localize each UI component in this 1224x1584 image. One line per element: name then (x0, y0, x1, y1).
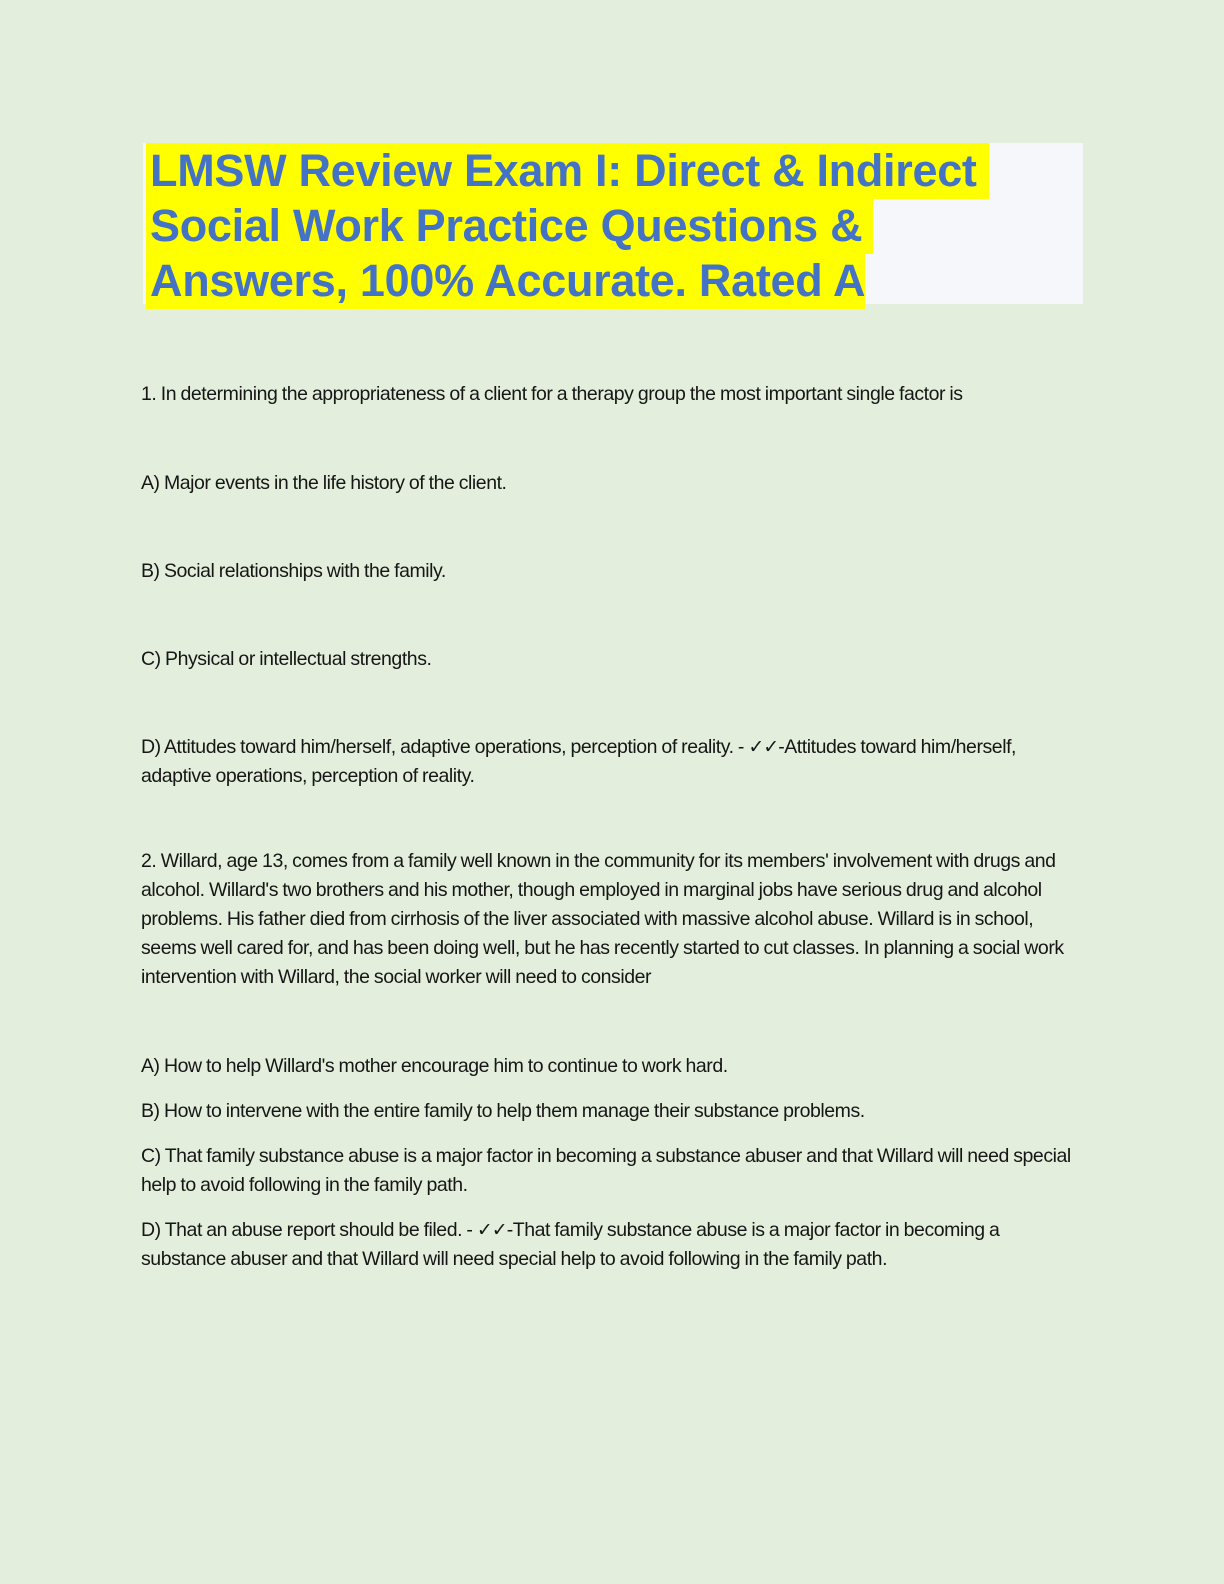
question-1-option-d-label: D) Attitudes toward him/herself, adaptive operations, perception of reality. - (141, 736, 749, 758)
question-1-option-d (141, 733, 1077, 791)
page-title-highlight: LMSW Review Exam I: Direct & Indirect Social Work Practice Questions & Answers, 100% Accurate. Rated A (146, 143, 989, 309)
question-2-option-d (141, 1216, 1077, 1274)
question-1-option-b: B) Social relationships with the family. (141, 560, 446, 582)
question-2-stem: 2. Willard, age 13, comes from a family well known in the community for its members' involvement with drugs and alcohol. Willard's two brothers and his mother, though employed in marginal jobs have serious drug and alcohol problems. His father died from cirrhosis of the liver associated with massive alcohol abuse. Willard is in school, seems well cared for, and has been doing well, but he has recently started to cut classes. In planning a social work intervention with Willard, the social worker will need to consider (141, 850, 1064, 988)
question-2-option-d-label: D) That an abuse report should be filed. - (141, 1219, 477, 1241)
checkmark-icon: ✓✓ (476, 1219, 507, 1241)
question-1-option-a: A) Major events in the life history of the client. (141, 472, 507, 494)
question-2-answer-text: -That family substance abuse is a major factor in becoming a substance abuser and that Willard will need special help to avoid following in the family path. (141, 1219, 1000, 1270)
question-1-answer-text: -Attitudes toward him/herself, adaptive operations, perception of reality. (141, 736, 1017, 787)
checkmark-icon: ✓✓ (748, 736, 779, 758)
question-2-option-c: C) That family substance abuse is a major factor in becoming a substance abuser and that Willard will need special help to avoid following in the family path. (141, 1145, 1071, 1196)
question-2-option-a: A) How to help Willard's mother encourage him to continue to work hard. (141, 1055, 728, 1077)
question-1-option-c: C) Physical or intellectual strengths. (141, 648, 432, 670)
question-2-option-b: B) How to intervene with the entire family to help them manage their substance problems. (141, 1100, 865, 1122)
document-body (141, 380, 1077, 1274)
page-title (146, 143, 1046, 308)
question-1-stem: 1. In determining the appropriateness of a client for a therapy group the most important single factor is (141, 383, 963, 405)
